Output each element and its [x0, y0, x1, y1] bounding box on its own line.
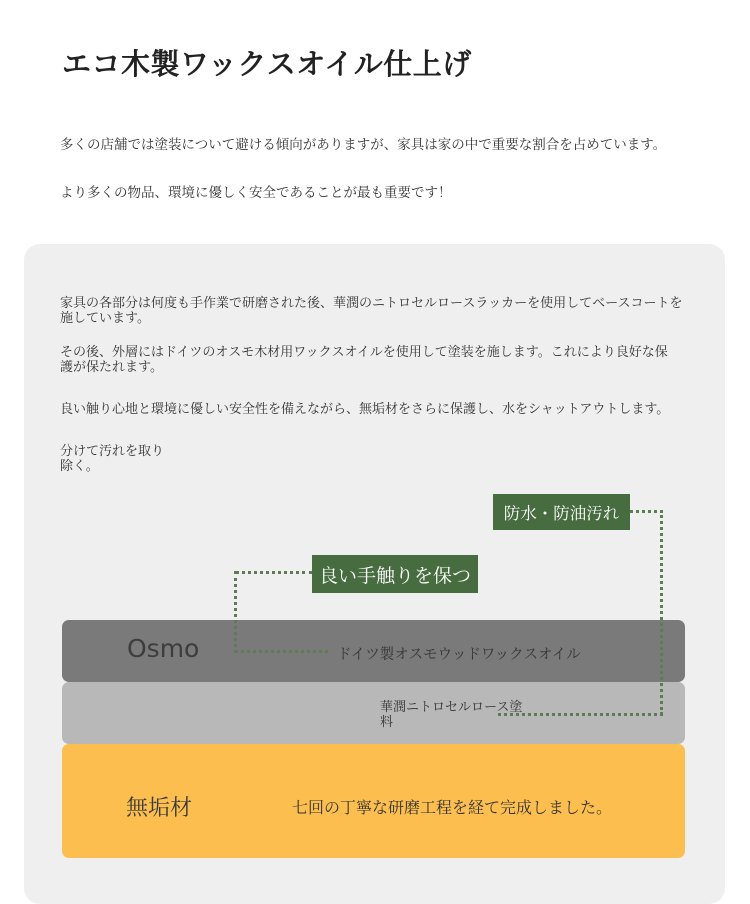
panel-paragraph-2: その後、外層にはドイツのオスモ木材用ワックスオイルを使用して塗装を施します。これにより良好な保護が保たれます。	[60, 345, 668, 375]
osmo-label: Osmo	[127, 634, 200, 663]
intro-line-2: より多くの物品、環境に優しく安全であることが最も重要です！	[60, 185, 452, 201]
connector-waterproof-bottom	[498, 713, 663, 716]
intro-line-1: 多くの店舗では塗装について避ける傾向がありますが、家具は家の中で重要な割合を占めています。	[60, 137, 667, 153]
panel-paragraph-1: 家具の各部分は何度も手作業で研磨された後、華潤のニトロセルロースラッカーを使用してベースコートを施しています。	[60, 296, 683, 326]
connector-touch-top	[235, 571, 313, 574]
lacquer-description: 華潤ニトロセルロース塗料	[380, 700, 523, 730]
connector-touch-vertical	[234, 571, 237, 653]
solid-wood-description: 七回の丁寧な研磨工程を経て完成しました。	[292, 798, 613, 817]
good-touch-tag: 良い手触りを保つ	[312, 555, 478, 593]
connector-waterproof-vertical	[660, 510, 663, 715]
solid-wood-label: 無垢材	[126, 796, 193, 821]
connector-waterproof-top	[630, 510, 663, 513]
page-title: エコ木製ワックスオイル仕上げ	[62, 47, 472, 81]
waterproof-tag: 防水・防油汚れ	[493, 494, 630, 530]
connector-touch-bottom	[235, 650, 328, 653]
panel-note: 分けて汚れを取り除く。	[60, 444, 165, 474]
panel-paragraph-3: 良い触り心地と環境に優しい安全性を備えながら、無垢材をさらに保護し、水をシャットアウトします。	[60, 402, 670, 417]
osmo-description: ドイツ製オスモウッドワックスオイル	[337, 647, 581, 663]
